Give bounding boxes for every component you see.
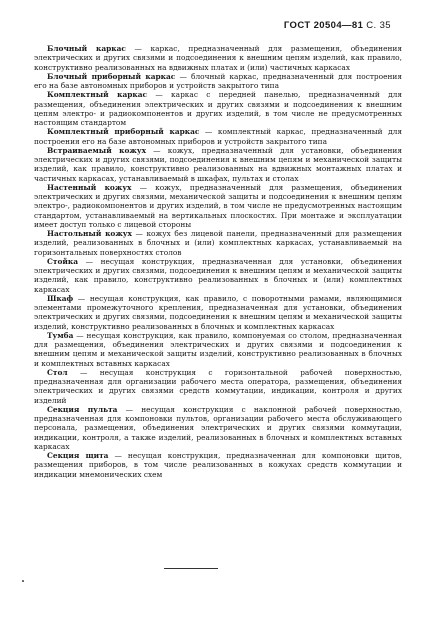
term-name: Комплектный каркас xyxy=(47,90,148,100)
term-entry xyxy=(34,451,402,479)
term-entry xyxy=(34,44,402,72)
term-name: Комплектный приборный каркас xyxy=(47,127,200,137)
term-definition: — кожух, предназначенный для размещения, объединения электрических и других связями, механической защиты и подсоединения к внешним цепям электро-, радиокомпонентов и других изделий, в том числе не предусмотренных настоящим стандартом, устанавливаемый на вертикальных плоскостях. При монтаже и эксплуатации имеет доступ только с лицевой стороны xyxy=(34,182,402,229)
page-number: С. 35 xyxy=(366,20,391,31)
term-entry xyxy=(34,72,402,91)
term-name: Шкаф xyxy=(47,293,74,303)
term-name: Стойка xyxy=(47,256,78,266)
term-entry xyxy=(34,90,402,127)
term-definition: — несущая конструкция, как правило, компонуемая со столом, предназначенная для размещения, объединения электрических и других связями и подсоединения к внешним цепям и механической защиты изделий, конструктивно реализованных в блочных и комплектных вставных каркасах xyxy=(34,330,402,368)
end-rule xyxy=(164,568,218,569)
term-definition: — блочный каркас, предназначенный для построения его на базе автономных приборов и устройств закрытого типа xyxy=(34,71,402,90)
term-entry xyxy=(34,368,402,405)
term-entry xyxy=(34,294,402,331)
term-definition: — кожух без лицевой панели, предназначенный для размещения изделий, реализованных в блочных и (или) комплектных каркасах, устанавливаемый на горизонтальных поверхностях столов xyxy=(34,229,402,257)
term-definition: — несущая конструкция с наклонной рабочей поверхностью, предназначенная для компоновки пультов, организации рабочего места обслуживающего персонала, размещения, объединения электрических и других связями коммутации, индикации, контроля, а также изделий, реализованных в блочных и комплектных вставных каркасах xyxy=(34,404,402,451)
term-name: Тумба xyxy=(47,330,74,340)
term-entry xyxy=(34,229,402,257)
term-definition: — несущая конструкция, как правило, с поворотными рамами, являющимися элементами промежуточного крепления, предназначенная для установки, объединения электрических и других связями, подсоединения к внешним цепям и механической защиты изделий, конструктивно реализованных в блочных и комплектных каркасах xyxy=(34,293,402,331)
term-entry xyxy=(34,257,402,294)
term-name: Стол xyxy=(47,367,68,377)
term-name: Блочный каркас xyxy=(47,44,126,53)
term-definition: — комплектный каркас, предназначенный для построения его на базе автономных приборов и устройств закрытого типа xyxy=(34,127,403,146)
term-entry xyxy=(34,146,402,183)
term-entry xyxy=(34,405,402,451)
term-entry xyxy=(34,183,402,229)
term-definition: — кожух, предназначенный для установки, объединения электрических и других связями, подсоединения к внешним цепям и механической защиты изделий, как правило, конструктивно реализованных на вдвижных монтажных платах и частичных каркасах, устанавливаемый в шкафах, пультах и столах xyxy=(34,145,402,183)
print-speck xyxy=(22,580,24,582)
term-definition: — несущая конструкция с горизонтальной рабочей поверхностью, предназначенная для организации рабочего места оператора, размещения, объединения электрических и других связями средств коммутации, индикации, контроля и других изделий xyxy=(34,367,402,405)
term-definition: — несущая конструкция, предназначенная для компоновки щитов, размещения приборов, в том числе реализованных в кожухах средств коммутации и индикации мнемонических схем xyxy=(34,451,402,479)
term-definition: — каркас с передней панелью, предназначенный для размещения, объединения электрических и других связями и подсоединения к внешним цепям электро- и радиокомпонентов и других изделий, в том числе не предусмотренных настоящим стандартом xyxy=(34,90,402,127)
term-definition: — каркас, предназначенный для размещения, объединения электрических и других связями и подсоединения к внешним цепям изделий, как правило, конструктивно реализованных на вдвижных платах и (или) частичных каркасах xyxy=(34,44,402,72)
terms-list xyxy=(34,44,402,479)
term-name: Блочный приборный каркас xyxy=(47,71,176,81)
term-entry xyxy=(34,127,402,146)
page-header xyxy=(284,20,391,31)
term-name: Секция щита xyxy=(47,451,109,460)
term-definition: — несущая конструкция, предназначенная для установки, объединения электрических и других связями, подсоединения к внешним цепям и механической защиты изделий, как правило, конструктивно реализованных в блочных и (или) комплектных каркасах xyxy=(34,256,402,294)
term-name: Настенный кожух xyxy=(47,182,132,192)
standard-number: ГОСТ 20504—81 xyxy=(283,20,364,31)
term-name: Секция пульта xyxy=(47,404,118,414)
term-entry xyxy=(34,331,402,368)
term-name: Встраиваемый кожух xyxy=(47,145,146,155)
term-name: Настольный кожух xyxy=(47,229,132,238)
